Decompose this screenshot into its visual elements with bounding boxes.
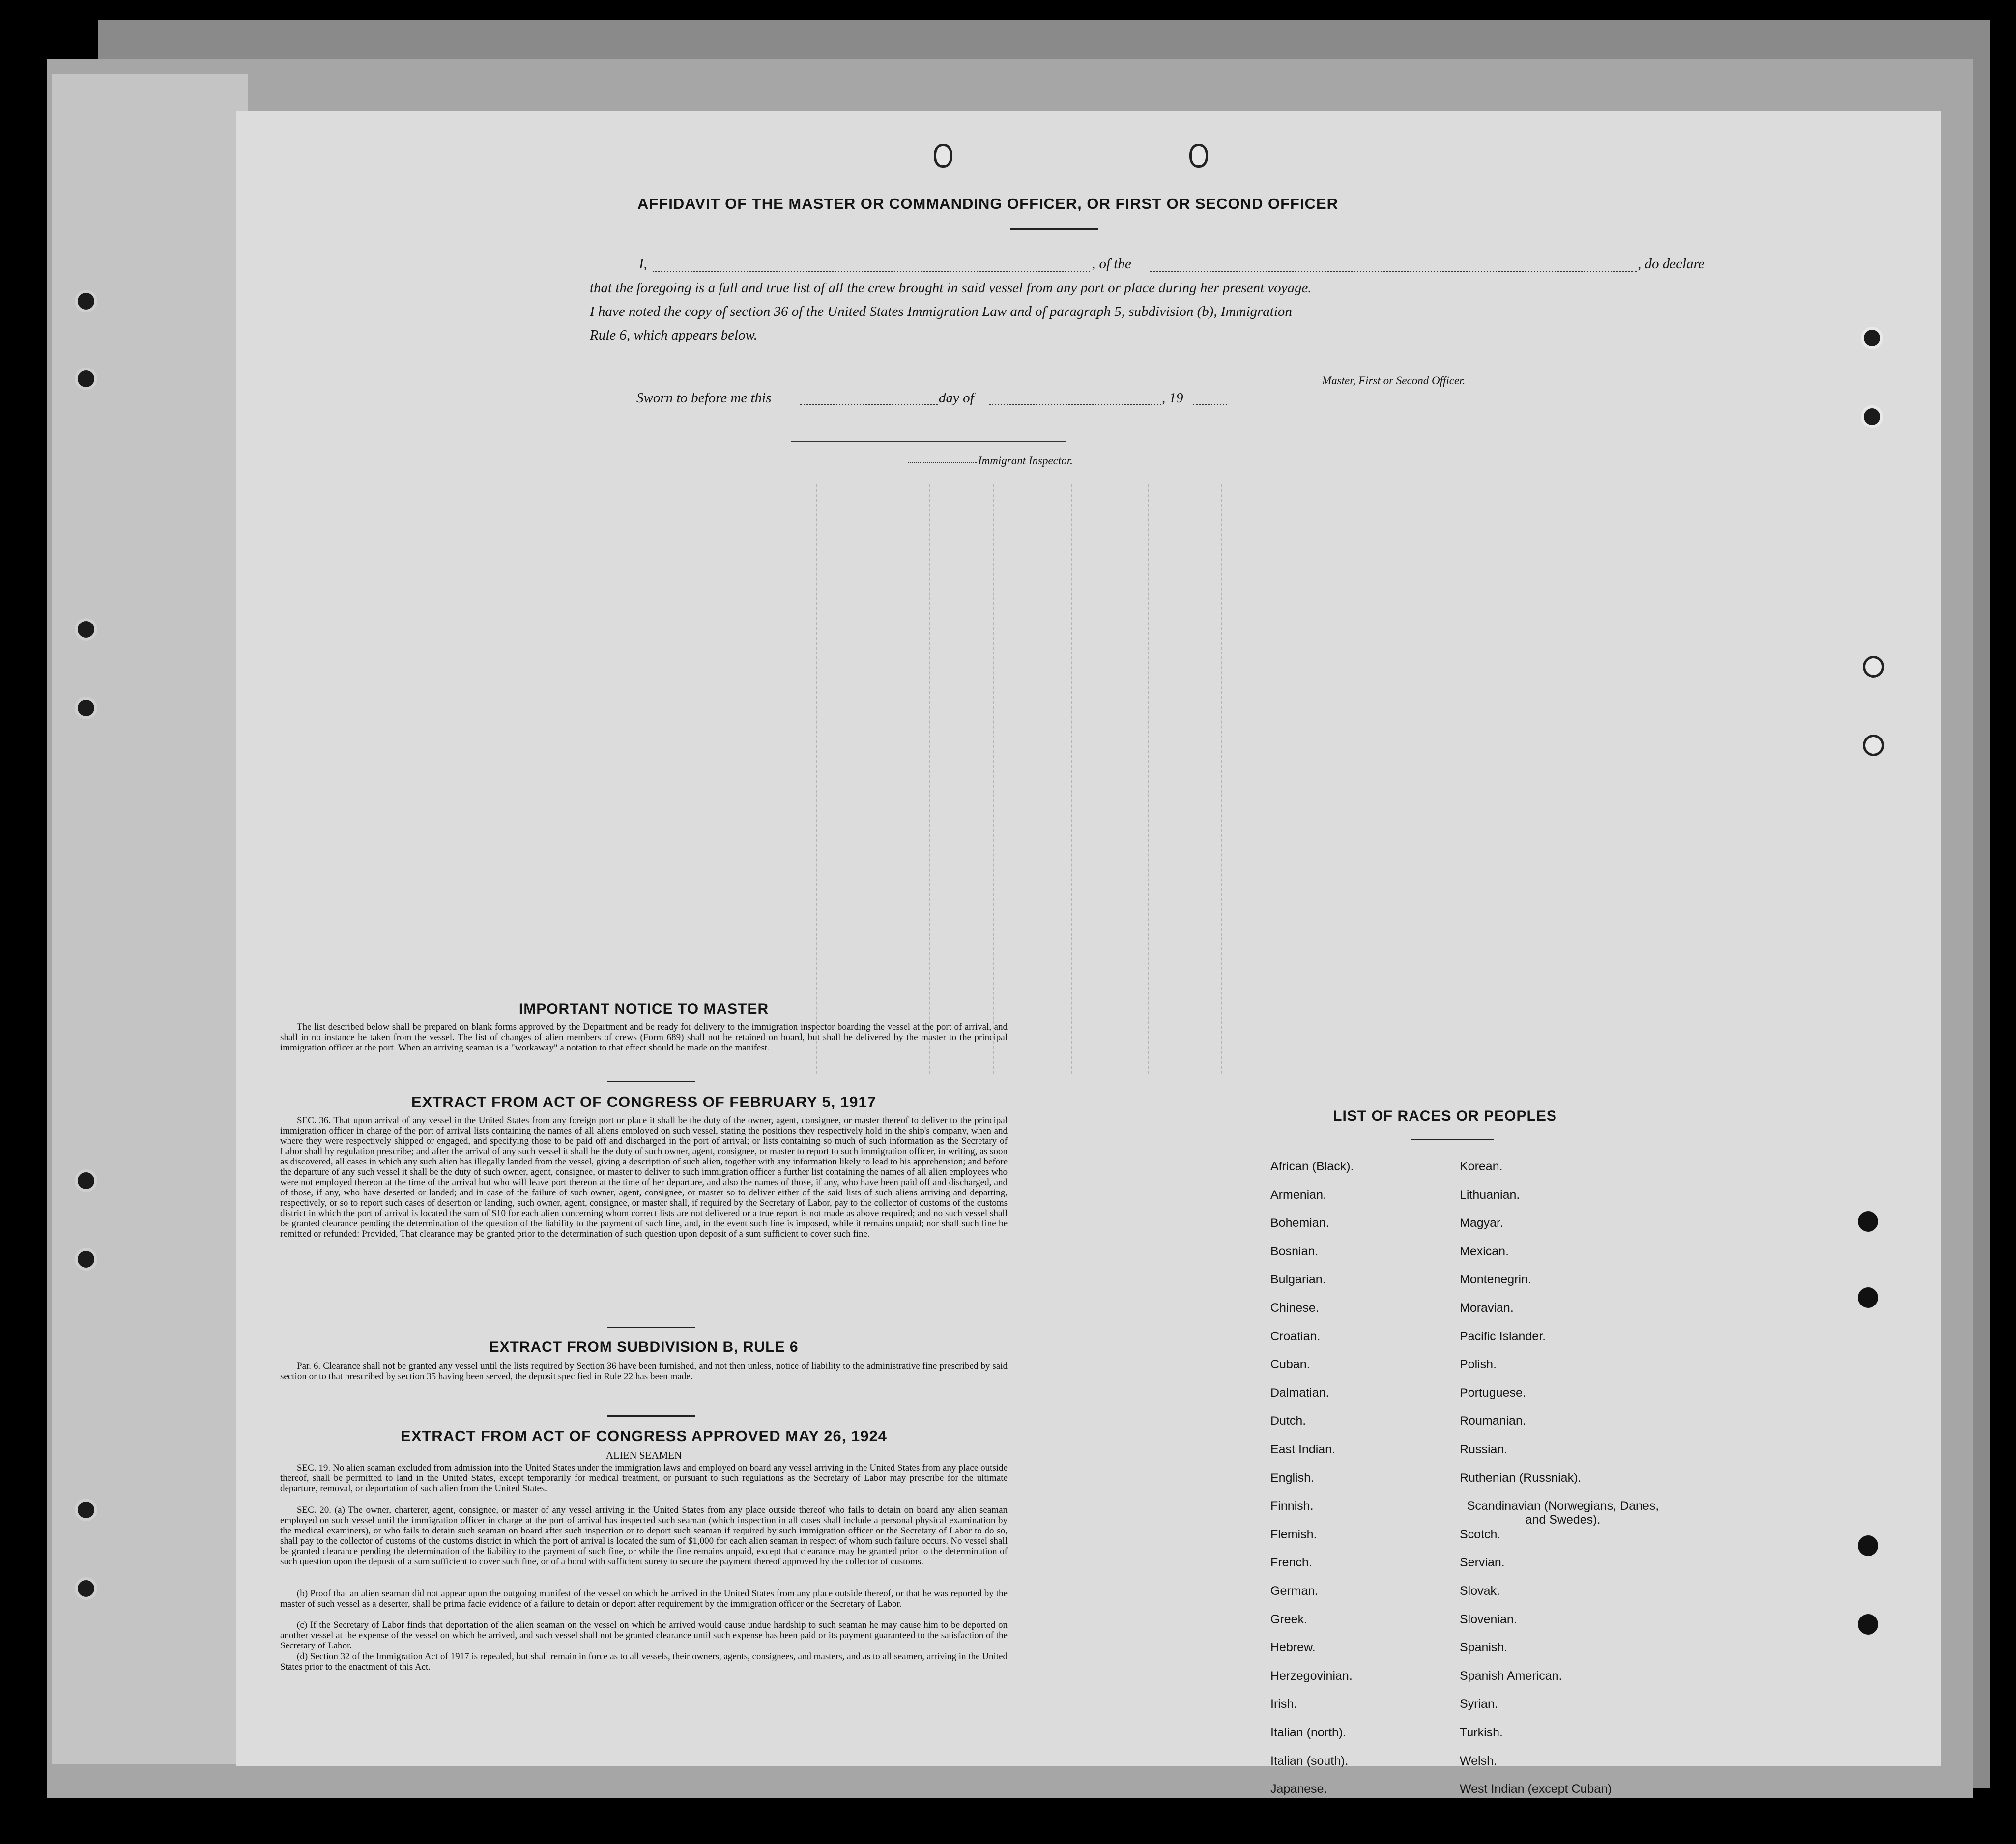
race-item: Irish.	[1270, 1697, 1297, 1711]
race-item: Chinese.	[1270, 1301, 1319, 1315]
extract-1924-sec20a: SEC. 20. (a) The owner, charterer, agent, consignee, or master of any vessel arriving in the United States from any place outside thereof who fails to detain on board any alien seaman employed on such vessel until the immigration officer in charge at the port of arrival has inspected such seaman (which inspection in all cases shall include a personal physical examination by the medical examiners), or who fails to detain such seaman on board after such inspection or to deport such seaman if required by such immigration officer or the Secretary of Labor to do so, shall pay to the collector of customs of the customs district in which the port of arrival is located the sum of $1,000 for each alien seaman in respect of whom such failure occurs. No vessel shall be granted clearance pending the determination of the liability to the payment of such fine, or while the fine remains unpaid, except that clearance may be granted prior to the determination of such question upon the deposit of a sum sufficient to cover such fine, or of a bond with sufficient surety to secure the payment thereof approved by the collector of customs.	[280, 1505, 1008, 1567]
race-item: Russian.	[1460, 1443, 1508, 1456]
punch-hole	[1189, 144, 1208, 168]
race-item: Slovenian.	[1460, 1612, 1517, 1626]
extract-1924-sec20d: (d) Section 32 of the Immigration Act of 1917 is repealed, but shall remain in force as to all vessels, their owners, agents, consignees, and masters, and as to all seamen, arriving in the United States prior to the enactment of this Act.	[280, 1651, 1008, 1672]
race-item: Bohemian.	[1270, 1216, 1329, 1230]
rule6-text: Par. 6. Clearance shall not be granted any vessel until the lists required by Section 36 have been furnished, and not then unless, notice of liability to the administrative fine prescribed by said section or to that prescribed by section 35 having been served, the deposit specified in Rule 22 has been made.	[280, 1361, 1008, 1382]
sworn-year-blank	[1193, 404, 1227, 405]
race-item: Croatian.	[1270, 1329, 1321, 1343]
binder-hole	[75, 1577, 97, 1600]
race-item: Dalmatian.	[1270, 1386, 1329, 1400]
race-item: Bosnian.	[1270, 1244, 1319, 1258]
binder-hole	[75, 618, 97, 641]
race-item: Ruthenian (Russniak).	[1460, 1471, 1582, 1485]
affidavit-title-rule	[1010, 228, 1098, 230]
punch-hole	[1863, 656, 1884, 678]
master-signature-label: Master, First or Second Officer.	[1322, 374, 1466, 387]
bleed-column-line	[816, 484, 817, 1074]
rule6-divider	[607, 1415, 695, 1417]
race-item: Bulgarian.	[1270, 1273, 1326, 1287]
race-item: Japanese.	[1270, 1782, 1327, 1796]
race-item: German.	[1270, 1584, 1319, 1598]
race-item: Mexican.	[1460, 1244, 1509, 1258]
race-item: Spanish American.	[1460, 1669, 1562, 1683]
affidavit-line-2: that the foregoing is a full and true list of all the crew brought in said vessel from any port or place during her present voyage.	[590, 280, 1312, 296]
sworn-year: , 19	[1162, 390, 1183, 406]
race-item: Italian (north).	[1270, 1726, 1347, 1739]
extract-1917-text: SEC. 36. That upon arrival of any vessel in the United States from any foreign port or place it shall be the duty of the owner, agent, consignee, or master thereof to deliver to the principal immigration officer in charge of the port of arrival lists containing the names of all aliens employed on such vessel, stating the positions they respectively hold in the ship's company, when and where they were respectively shipped or engaged, and specifying those to be paid off and discharged in the port of arrival; or lists containing so much of such information as the Secretary of Labor shall by regulation prescribe; and after the arrival of any such vessel it shall be the duty of such owner, agent, consignee, or master to report to such immigration officer, in writing, as soon as discovered, all cases in which any such alien has illegally landed from the vessel, giving a description of such alien, together with any information likely to lead to his apprehension; and before the departure of any such vessel it shall be the duty of such owner, agent, consignee, or master to deliver to such immigration officer a further list containing the names of all alien employees who were not employed thereon at the time of the arrival but who will leave port thereon at the time of her departure, and also the names of those, if any, who have been paid off and discharged, and of those, if any, who have deserted or landed; and in case of the failure of such owner, agent, consignee, or master so to deliver either of the said lists of such aliens arriving and departing, respectively, or so to report such cases of desertion or landing, such owner, agent, consignee, or master shall, if required by the Secretary of Labor, pay to the collector of customs of the customs district in which the port of arrival is located the sum of $10 for each alien concerning whom correct lists are not delivered or a true report is not made as above required; and no such vessel shall be granted clearance pending the determination of the question of the liability to the payment of such fine, and, in the event such fine is imposed, while it remains unpaid; nor shall such fine be remitted or refunded: Provided, That clearance may be granted prior to the determination of such question upon deposit of a sum sufficient to cover such fine.	[280, 1115, 1008, 1239]
bleed-column-line	[1148, 484, 1149, 1074]
race-item: Lithuanian.	[1460, 1188, 1520, 1202]
race-item: Moravian.	[1460, 1301, 1514, 1315]
race-item: Welsh.	[1460, 1754, 1497, 1768]
extract-1924-sec20c: (c) If the Secretary of Labor finds that deportation of the alien seaman on the vessel on which he arrived would cause undue hardship to such seaman he may cause him to be deported on another vessel at the expense of the vessel on which he arrived, and such vessel shall not be granted clearance until such expense has been paid or its payment guaranteed to the satisfaction of the Secretary of Labor.	[280, 1620, 1008, 1651]
sworn-text: Sworn to before me this	[636, 390, 772, 406]
inspector-signature-line	[791, 441, 1066, 442]
race-item: Turkish.	[1460, 1726, 1503, 1739]
race-item: Scandinavian (Norwegians, Danes, and Swedes).	[1467, 1499, 1659, 1527]
race-item: Korean.	[1460, 1160, 1503, 1173]
punch-hole	[1858, 1287, 1878, 1308]
race-item: Scotch.	[1460, 1527, 1501, 1541]
race-item: Pacific Islander.	[1460, 1329, 1546, 1343]
extract-1917-title: EXTRACT FROM ACT OF CONGRESS OF FEBRUARY 5, 1917	[411, 1093, 876, 1110]
bleed-column-line	[1071, 484, 1072, 1074]
race-item: Dutch.	[1270, 1414, 1306, 1428]
sworn-day-of: day of	[939, 390, 974, 406]
extract-1924-title: EXTRACT FROM ACT OF CONGRESS APPROVED MAY 26, 1924	[401, 1427, 887, 1445]
bleed-column-line	[929, 484, 930, 1074]
race-item: Hebrew.	[1270, 1641, 1316, 1655]
races-title-rule	[1411, 1139, 1494, 1140]
affidavit-i: I,	[639, 256, 647, 272]
races-title: LIST OF RACES OR PEOPLES	[1333, 1108, 1557, 1124]
punch-hole	[1863, 735, 1884, 756]
notice-title: IMPORTANT NOTICE TO MASTER	[518, 1001, 769, 1017]
race-item: African (Black).	[1270, 1160, 1354, 1173]
binder-hole	[75, 1169, 97, 1192]
race-item: Italian (south).	[1270, 1754, 1349, 1768]
affidavit-do-declare: , do declare	[1638, 256, 1705, 272]
race-item: Syrian.	[1460, 1697, 1498, 1711]
race-item: French.	[1270, 1556, 1312, 1570]
race-item: Magyar.	[1460, 1216, 1503, 1230]
inspector-dots	[908, 462, 977, 463]
race-item: Finnish.	[1270, 1499, 1314, 1513]
bleed-column-line	[1221, 484, 1222, 1074]
alien-seamen-subtitle: ALIEN SEAMEN	[605, 1449, 682, 1461]
binder-hole	[75, 697, 97, 719]
race-item: East Indian.	[1270, 1443, 1336, 1456]
punch-hole	[1858, 1614, 1878, 1635]
punch-hole	[1861, 405, 1883, 428]
punch-hole	[1861, 327, 1883, 349]
sworn-day-blank	[800, 404, 938, 405]
binder-hole	[75, 1248, 97, 1271]
race-item: Polish.	[1460, 1358, 1497, 1372]
inspector-label: Immigrant Inspector.	[978, 454, 1073, 467]
race-item: Flemish.	[1270, 1527, 1317, 1541]
affidavit-vessel-blank	[1150, 271, 1637, 272]
binder-hole	[75, 1499, 97, 1521]
extract-1924-sec20b: (b) Proof that an alien seaman did not appear upon the outgoing manifest of the vessel on which he arrived in the United States from any place outside thereof, or that he was reported by the master of such vessel as a deserter, shall be prima facie evidence of a failure to detain or deport after requirement by the immigration officer or the Secretary of Labor.	[280, 1589, 1008, 1609]
race-item: Slovak.	[1460, 1584, 1500, 1598]
race-item: Montenegrin.	[1460, 1273, 1531, 1287]
punch-hole	[1858, 1211, 1878, 1232]
extract-1917-divider	[607, 1327, 695, 1328]
extract-1924-sec19: SEC. 19. No alien seaman excluded from admission into the United States under the immigration laws and employed on board any vessel arriving in the United States from any place outside thereof, shall be permitted to land in the United States, except temporarily for medical treatment, or pursuant to such regulations as the Secretary of Labor may prescribe for the ultimate departure, removal, or deportation of such alien from the United States.	[280, 1463, 1008, 1494]
affidavit-line-3: I have noted the copy of section 36 of the United States Immigration Law and of paragraph 5, subdivision (b), Immigration	[590, 304, 1292, 319]
race-item: English.	[1270, 1471, 1314, 1485]
binder-hole	[75, 368, 97, 390]
form-sheet	[236, 111, 1941, 1796]
race-item: Armenian.	[1270, 1188, 1326, 1202]
punch-hole	[1858, 1535, 1878, 1556]
affidavit-title: AFFIDAVIT OF THE MASTER OR COMMANDING OFFICER, OR FIRST OR SECOND OFFICER	[637, 195, 1339, 212]
sworn-month-blank	[989, 404, 1161, 405]
race-item: Roumanian.	[1460, 1414, 1526, 1428]
punch-hole	[934, 144, 952, 168]
binder-hole	[75, 290, 97, 312]
race-item: West Indian (except Cuban)	[1460, 1782, 1612, 1796]
race-item: Greek.	[1270, 1612, 1308, 1626]
notice-text: The list described below shall be prepared on blank forms approved by the Department and be ready for delivery to the immigration inspector boarding the vessel at the port of arrival, and shall in no instance be taken from the vessel. The list of changes of alien members of crews (Form 689) shall not be retained on board, but shall be delivered by the master to the principal immigration officer at the port. When an arriving seaman is a "workaway" a notation to that effect should be made on the manifest.	[280, 1022, 1008, 1053]
affidavit-of-the: , of the	[1092, 256, 1131, 272]
affidavit-name-blank	[653, 271, 1090, 272]
affidavit-line-4: Rule 6, which appears below.	[590, 327, 757, 343]
race-item: Servian.	[1460, 1556, 1505, 1570]
race-item: Herzegovinian.	[1270, 1669, 1353, 1683]
rule6-title: EXTRACT FROM SUBDIVISION B, RULE 6	[489, 1339, 799, 1355]
notice-divider	[607, 1081, 695, 1082]
race-item: Cuban.	[1270, 1358, 1310, 1372]
race-item: Spanish.	[1460, 1641, 1508, 1655]
bleed-column-line	[993, 484, 994, 1074]
race-item: Portuguese.	[1460, 1386, 1526, 1400]
